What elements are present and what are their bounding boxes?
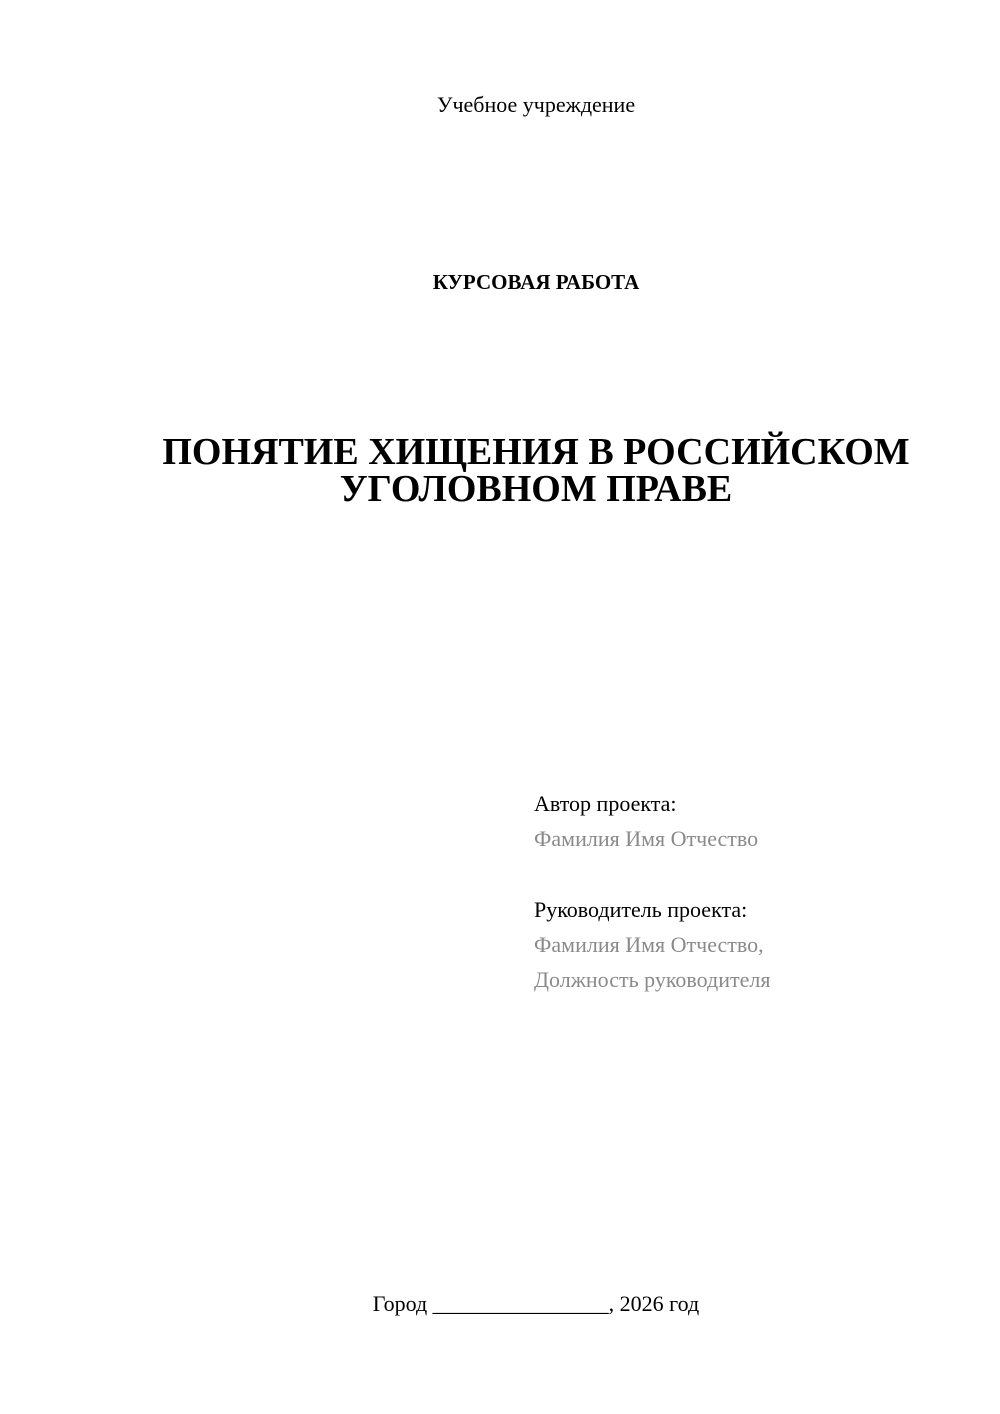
supervisor-position: Должность руководителя (534, 967, 771, 992)
work-type-heading: КУРСОВАЯ РАБОТА (432, 270, 640, 294)
document-title-line-2: УГОЛОВНОМ ПРАВЕ (339, 468, 733, 510)
city-year-footer: Город ________________, 2026 год (372, 1291, 700, 1316)
supervisor-label: Руководитель проекта: (534, 897, 748, 922)
credits-block (534, 786, 974, 997)
author-label: Автор проекта: (534, 791, 677, 816)
document-title-line-1: ПОНЯТИЕ ХИЩЕНИЯ В РОССИЙСКОМ (162, 431, 910, 473)
credits-spacer (534, 856, 974, 892)
document-title (100, 431, 972, 510)
author-name: Фамилия Имя Отчество (534, 826, 759, 851)
institution-name: Учебное учреждение (436, 92, 636, 117)
supervisor-name: Фамилия Имя Отчество, (534, 932, 764, 957)
